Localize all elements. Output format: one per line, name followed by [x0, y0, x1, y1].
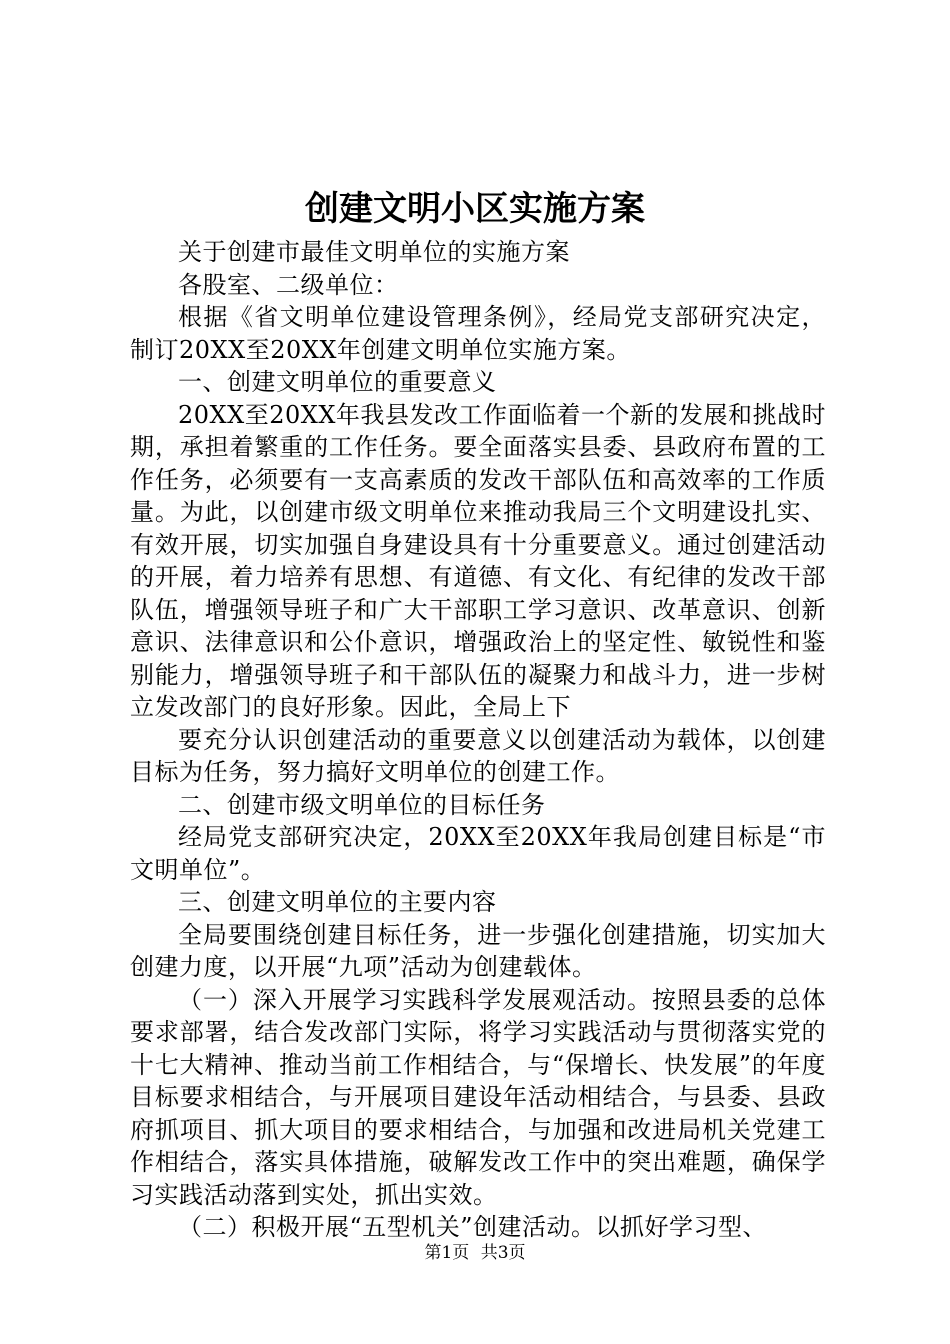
paragraph-significance-cont: 要充分认识创建活动的重要意义以创建活动为载体，以创建目标为任务，努力搞好文明单位的创建工作。 [130, 725, 826, 786]
paragraph-subtitle: 关于创建市最佳文明单位的实施方案 [178, 238, 570, 266]
paragraph-item-1: （一）深入开展学习实践科学发展观活动。按照县委的总体要求部署，结合发改部门实际，将学习实践活动与贯彻落实党的十七大精神、推动当前工作相结合，与“保增长、快发展”的年度目标要求相结合，与开展项目建设年活动相结合，与县委、县政府抓项目、抓大项目的要求相结合，与加强和改进局机关党建工作相结合，落实具体措施，破解发改工作中的突出难题，确保学习实践活动落到实处，抓出实效。 [130, 985, 826, 1209]
section-heading-3: 三、创建文明单位的主要内容 [178, 888, 497, 916]
section-heading-1: 一、创建文明单位的重要意义 [178, 368, 497, 396]
paragraph-content-intro: 全局要围绕创建目标任务，进一步强化创建措施，切实加大创建力度，以开展“九项”活动为创建载体。 [130, 920, 826, 981]
paragraph-target: 经局党支部研究决定，20XX至20XX年我局创建目标是“市文明单位”。 [130, 823, 826, 884]
document-body [130, 236, 826, 1244]
paragraph-significance: 20XX至20XX年我县发改工作面临着一个新的发展和挑战时期，承担着繁重的工作任务。要全面落实县委、县政府布置的工作任务，必须要有一支高素质的发改干部队伍和高效率的工作质量。为此，以创建市级文明单位来推动我局三个文明建设扎实、有效开展，切实加强自身建设具有十分重要意义。通过创建活动的开展，着力培养有思想、有道德、有文化、有纪律的发改干部队伍，增强领导班子和广大干部职工学习意识、改革意识、创新意识、法律意识和公仆意识，增强政治上的坚定性、敏锐性和鉴别能力，增强领导班子和干部队伍的凝聚力和战斗力，进一步树立发改部门的良好形象。因此，全局上下 [130, 400, 826, 721]
paragraph-item-2: （二）积极开展“五型机关”创建活动。以抓好学习型、 [178, 1213, 768, 1241]
page-footer [0, 1242, 950, 1264]
paragraph-intro: 根据《省文明单位建设管理条例》，经局党支部研究决定，制订20XX至20XX年创建文明单位实施方案。 [130, 303, 826, 364]
section-heading-2: 二、创建市级文明单位的目标任务 [178, 790, 546, 819]
document-title: 创建文明小区实施方案 [305, 189, 645, 229]
page-number: 第1页 [424, 1243, 470, 1263]
page-total: 共3页 [480, 1243, 526, 1263]
paragraph-salutation: 各股室、二级单位： [178, 270, 399, 299]
